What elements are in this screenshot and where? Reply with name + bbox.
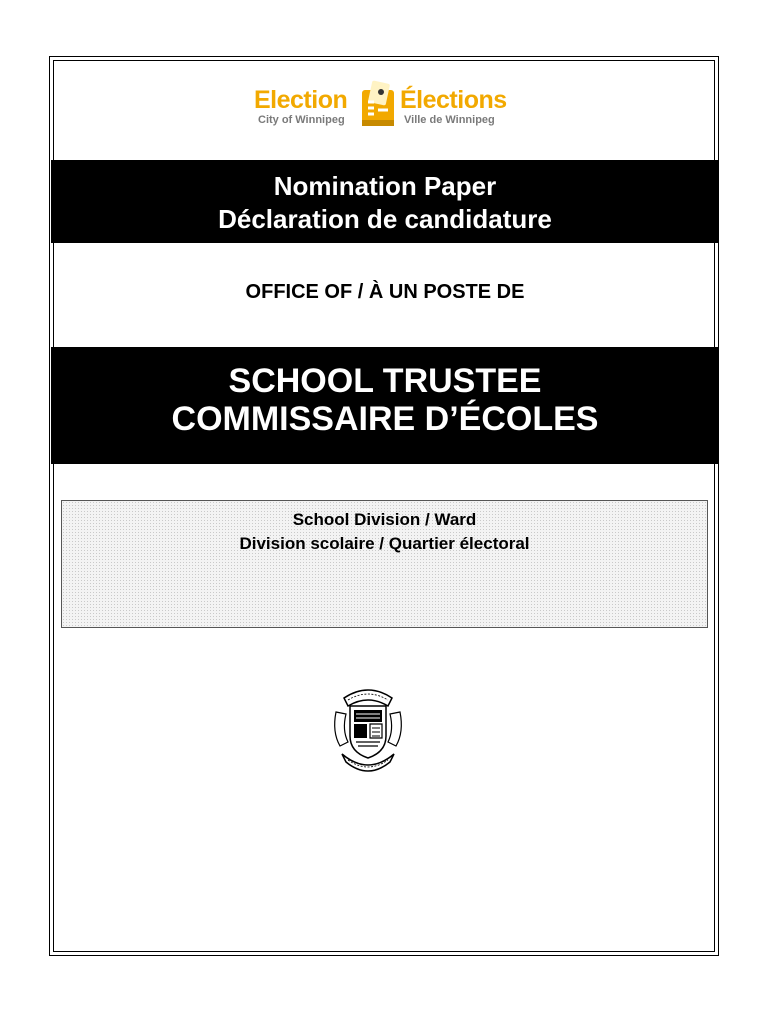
city-of-winnipeg-seal-icon [330,684,406,774]
division-label-fr: Division scolaire / Quartier électoral [239,534,530,553]
office-line-en: SCHOOL TRUSTEE [228,362,542,400]
office-line-fr: COMMISSAIRE D’ÉCOLES [171,400,599,438]
logo-word-fr: Élections [400,86,507,114]
title-band [51,160,719,243]
office-band [51,347,719,464]
logo-word-en: Election [254,86,348,114]
logo-sub-en: City of Winnipeg [258,114,345,126]
ballot-box-icon [358,80,398,130]
office-label: OFFICE OF / À UN POSTE DE [245,281,525,303]
title-line-fr: Déclaration de candidature [218,204,552,234]
school-division-field[interactable] [61,500,708,628]
division-label-en: School Division / Ward [292,510,477,529]
election-logo [254,80,522,136]
title-line-en: Nomination Paper [273,171,497,201]
logo-sub-fr: Ville de Winnipeg [404,114,495,126]
